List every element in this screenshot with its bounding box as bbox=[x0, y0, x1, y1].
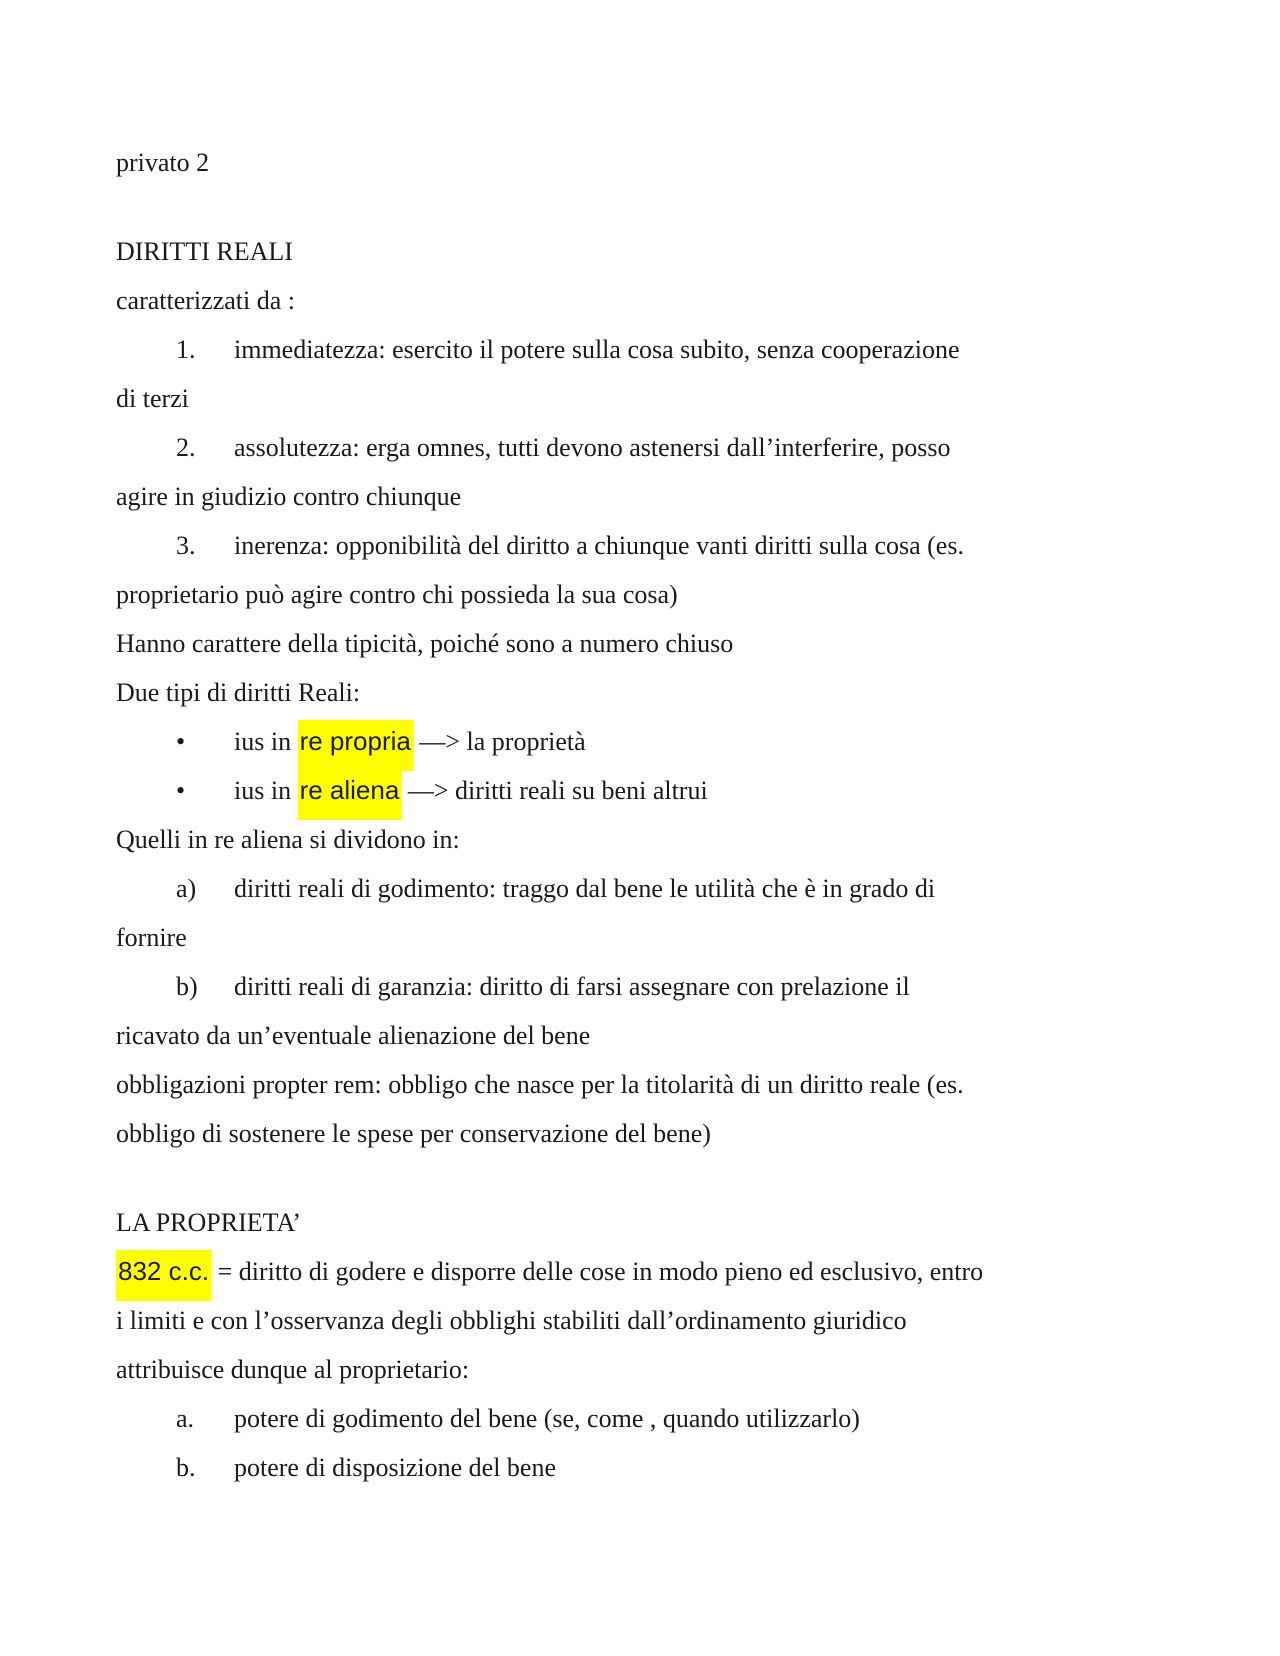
article-text-continuation: i limiti e con l’osservanza degli obblighi stabiliti dall’ordinamento giuridico bbox=[116, 1306, 907, 1335]
list-item-text: assolutezza: erga omnes, tutti devono astenersi dall’interferire, posso bbox=[234, 433, 951, 462]
list-item-continuation: fornire bbox=[116, 923, 187, 952]
list-item bbox=[116, 1394, 1076, 1443]
highlighted-text: re propria bbox=[298, 720, 413, 771]
aliena-intro: Quelli in re aliena si dividono in: bbox=[116, 825, 460, 854]
article-text bbox=[116, 1247, 1076, 1296]
bullet-text bbox=[234, 717, 586, 766]
section-title-diritti-reali: DIRITTI REALI bbox=[116, 237, 293, 266]
attribuisce-text: attribuisce dunque al proprietario: bbox=[116, 1355, 470, 1384]
list-marker: 3. bbox=[176, 531, 196, 560]
list-item-continuation: agire in giudizio contro chiunque bbox=[116, 482, 462, 511]
bullet-pre: ius in bbox=[234, 727, 298, 756]
section-title-proprieta: LA PROPRIETA’ bbox=[116, 1208, 301, 1237]
list-marker: a) bbox=[176, 874, 197, 903]
list-item-text: potere di disposizione del bene bbox=[234, 1453, 557, 1482]
list-item bbox=[116, 864, 1076, 913]
highlighted-text: re aliena bbox=[298, 769, 402, 820]
list-marker: a. bbox=[176, 1404, 195, 1433]
list-item bbox=[116, 1443, 1076, 1492]
highlighted-article: 832 c.c. bbox=[116, 1250, 211, 1301]
bullet-item bbox=[116, 717, 1076, 766]
bullet-item bbox=[116, 766, 1076, 815]
list-item-text: inerenza: opponibilità del diritto a chiunque vanti diritti sulla cosa (es. bbox=[234, 531, 964, 560]
bullet-marker: • bbox=[176, 727, 186, 756]
bullet-post: —> diritti reali su beni altrui bbox=[401, 776, 708, 805]
list-marker: b. bbox=[176, 1453, 196, 1482]
bullet-pre: ius in bbox=[234, 776, 298, 805]
types-intro: Due tipi di diritti Reali: bbox=[116, 678, 361, 707]
document-page bbox=[116, 138, 1076, 1492]
document-header: privato 2 bbox=[116, 148, 210, 177]
bullet-post: —> la proprietà bbox=[412, 727, 586, 756]
bullet-marker: • bbox=[176, 776, 186, 805]
tipicita-text: Hanno carattere della tipicità, poiché sono a numero chiuso bbox=[116, 629, 734, 658]
article-definition: = diritto di godere e disporre delle cose in modo pieno ed esclusivo, entro bbox=[211, 1257, 984, 1286]
list-item-continuation: ricavato da un’eventuale alienazione del bene bbox=[116, 1021, 591, 1050]
list-item-text: immediatezza: esercito il potere sulla cosa subito, senza cooperazione bbox=[234, 335, 960, 364]
list-item bbox=[116, 325, 1076, 374]
bullet-text bbox=[234, 766, 708, 815]
list-item bbox=[116, 962, 1076, 1011]
list-marker: b) bbox=[176, 972, 198, 1001]
list-item-text: potere di godimento del bene (se, come , quando utilizzarlo) bbox=[234, 1404, 860, 1433]
list-marker: 2. bbox=[176, 433, 196, 462]
propter-rem-text-continuation: obbligo di sostenere le spese per conservazione del bene) bbox=[116, 1119, 711, 1148]
intro-text: caratterizzati da : bbox=[116, 286, 295, 315]
list-item-text: diritti reali di garanzia: diritto di farsi assegnare con prelazione il bbox=[234, 972, 910, 1001]
list-marker: 1. bbox=[176, 335, 196, 364]
list-item bbox=[116, 423, 1076, 472]
list-item bbox=[116, 521, 1076, 570]
list-item-continuation: di terzi bbox=[116, 384, 189, 413]
propter-rem-text: obbligazioni propter rem: obbligo che nasce per la titolarità di un diritto reale (es. bbox=[116, 1070, 964, 1099]
list-item-continuation: proprietario può agire contro chi possieda la sua cosa) bbox=[116, 580, 678, 609]
list-item-text: diritti reali di godimento: traggo dal bene le utilità che è in grado di bbox=[234, 874, 936, 903]
